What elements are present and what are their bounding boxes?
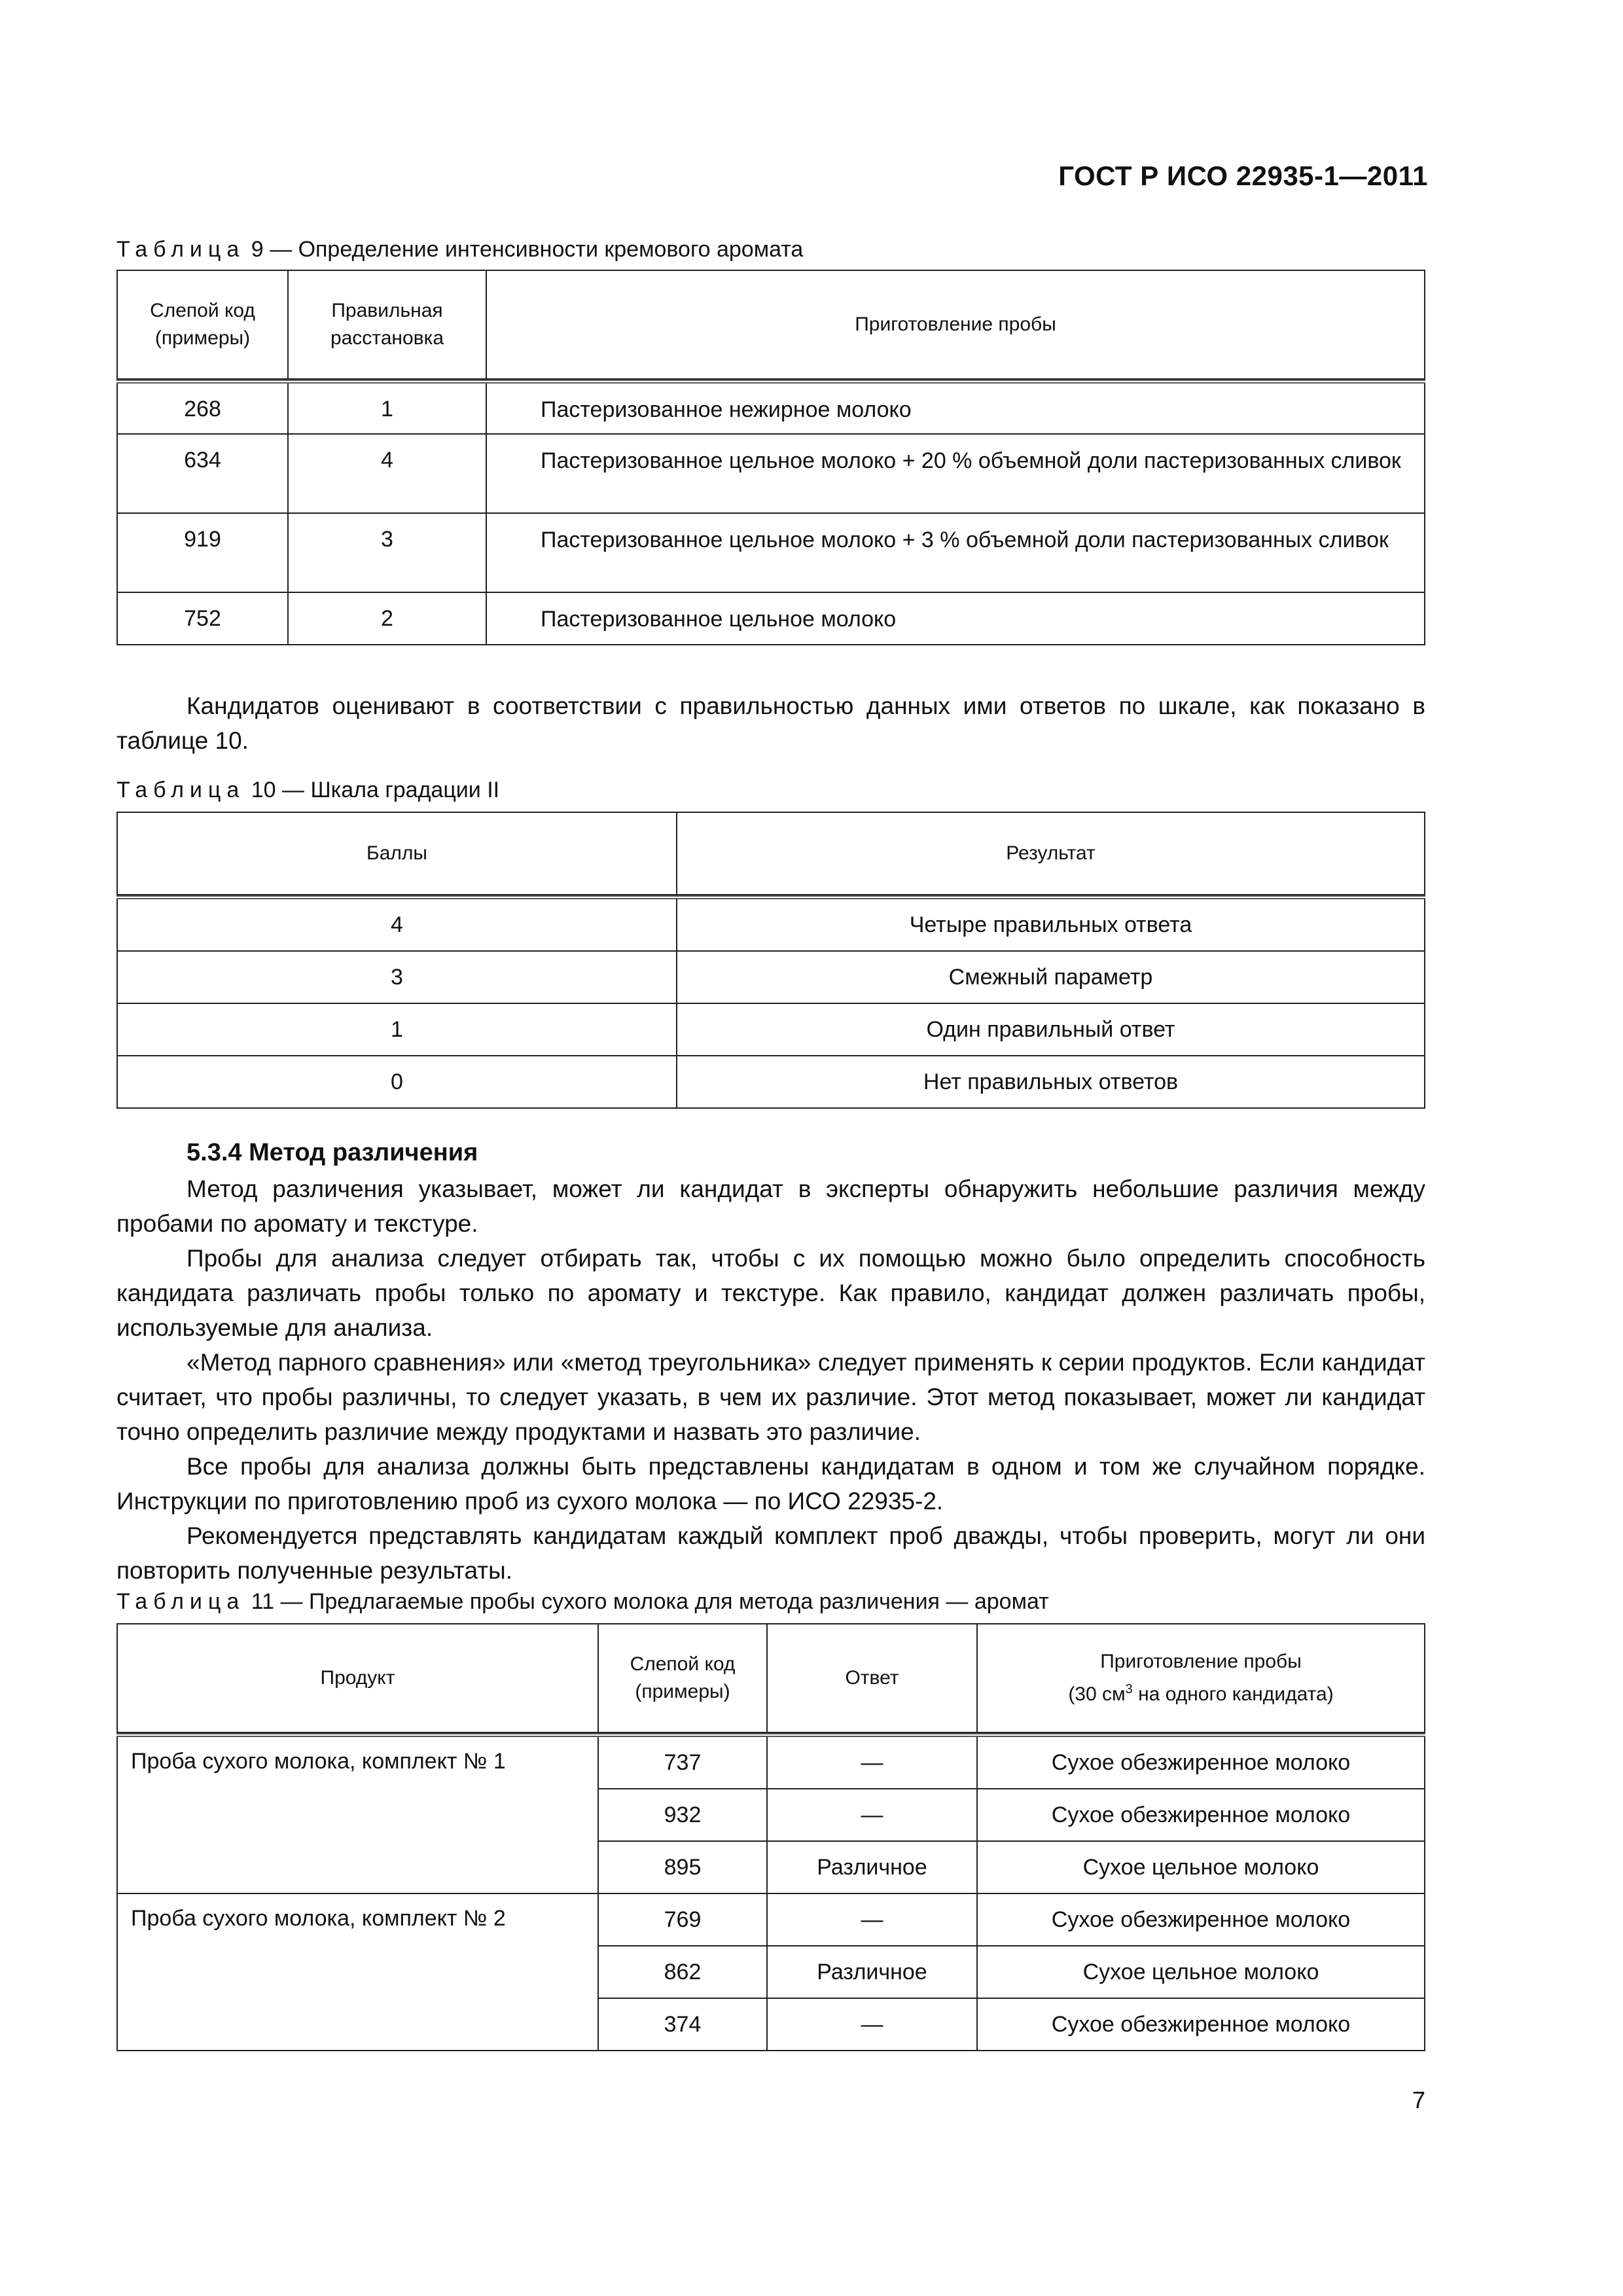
table11-code: 932 [598,1789,767,1841]
table9-order: 4 [288,434,486,513]
table9-header-row [117,270,1425,379]
table-row [117,1735,1425,1789]
table10-caption [116,778,499,803]
section-paragraph: Пробы для анализа следует отбирать так, чтобы с их помощью можно было определить способность кандидата различать пробы только по аромату и текстуре. Как правило, кандидат должен различать пробы, используемые для анализа. [116,1245,1425,1341]
table10-score: 0 [117,1056,677,1108]
paragraph-scoring-text: Кандидатов оценивают в соответствии с правильностью данных ими ответов по шкале, как показано в таблице 10. [116,692,1425,754]
table9-code: 268 [117,382,288,434]
table9-caption-word: Таблица [116,237,245,262]
table11-product: Проба сухого молока, комплект № 1 [117,1735,598,1893]
table10 [116,812,1425,1109]
table9 [116,270,1425,645]
table11-answer: — [767,1893,977,1946]
table11-code: 737 [598,1735,767,1789]
table-row [117,1003,1425,1056]
table11-header-code: Слепой код (примеры) [598,1624,767,1732]
section-paragraph: «Метод парного сравнения» или «метод треугольника» следует применять к серии продуктов. Если кандидат считает, что пробы различны, то следует указать, в чем их различие. Этот метод показывает, может ли кандидат точно определить различие между продуктами и назвать это различие. [116,1349,1425,1445]
table-row [117,434,1425,513]
table11-prep: Сухое обезжиренное молоко [977,1789,1425,1841]
table11-product: Проба сухого молока, комплект № 2 [117,1893,598,2051]
table-row [117,513,1425,592]
table9-caption-text: 9 — Определение интенсивности кремового аромата [251,237,804,262]
table11-prep: Сухое цельное молоко [977,1946,1425,1998]
table10-result: Четыре правильных ответа [677,897,1425,951]
table11-caption [116,1589,1049,1615]
table11-caption-text: 11 — Предлагаемые пробы сухого молока для метода различения — аромат [251,1589,1049,1614]
document-code: ГОСТ Р ИСО 22935-1—2011 [1058,160,1428,191]
table-row [117,951,1425,1003]
table9-code: 752 [117,592,288,645]
table11-answer: Различное [767,1946,977,1998]
table-row [117,1056,1425,1108]
table9-order: 3 [288,513,486,592]
table11-prep: Сухое обезжиренное молоко [977,1998,1425,2051]
table-row [117,1893,1425,1946]
section-body [116,1172,1425,1588]
table10-header-score: Баллы [117,812,677,895]
table9-code: 634 [117,434,288,513]
table9-header-prep: Приготовление пробы [486,270,1425,379]
table11-answer: — [767,1789,977,1841]
table10-caption-word: Таблица [116,778,245,802]
table10-score: 3 [117,951,677,1003]
table11-answer: — [767,1735,977,1789]
section-heading: 5.3.4 Метод различения [187,1139,478,1166]
table10-header-result: Результат [677,812,1425,895]
table11-code: 769 [598,1893,767,1946]
table11-code: 374 [598,1998,767,2051]
table9-order: 2 [288,592,486,645]
table-row [117,897,1425,951]
table11-caption-word: Таблица [116,1589,245,1614]
table9-prep: Пастеризованное цельное молоко [486,592,1425,645]
table11-header-row [117,1624,1425,1732]
table11-header-prep: Приготовление пробы (30 $см^3$ на одного кандидата) [977,1624,1425,1732]
table9-header-code: Слепой код (примеры) [117,270,288,379]
table11-prep: Сухое обезжиренное молоко [977,1893,1425,1946]
table9-prep: Пастеризованное цельное молоко + 20 % объемной доли пастеризованных сливок [486,434,1425,513]
page-number: 7 [1412,2087,1425,2113]
table10-caption-text: 10 — Шкала градации II [251,778,500,802]
section-paragraph: Рекомендуется представлять кандидатам каждый комплект проб дважды, чтобы проверить, могут ли они повторить полученные результаты. [116,1522,1425,1584]
table9-order: 1 [288,382,486,434]
table10-header-row [117,812,1425,895]
table9-prep: Пастеризованное нежирное молоко [486,382,1425,434]
table11-answer: — [767,1998,977,2051]
table9-prep: Пастеризованное цельное молоко + 3 % объемной доли пастеризованных сливок [486,513,1425,592]
table11-answer: Различное [767,1841,977,1893]
table-row [117,592,1425,645]
table11-header-answer: Ответ [767,1624,977,1732]
table11-prep: Сухое обезжиренное молоко [977,1735,1425,1789]
section-paragraph: Метод различения указывает, может ли кандидат в эксперты обнаружить небольшие различия между пробами по аромату и текстуре. [116,1175,1425,1237]
table9-header-order: Правильная расстановка [288,270,486,379]
table-row [117,382,1425,434]
table9-code: 919 [117,513,288,592]
table10-score: 1 [117,1003,677,1056]
table11-code: 862 [598,1946,767,1998]
table10-result: Смежный параметр [677,951,1425,1003]
table11-header-product: Продукт [117,1624,598,1732]
table10-result: Один правильный ответ [677,1003,1425,1056]
paragraph-scoring [116,689,1425,758]
table10-score: 4 [117,897,677,951]
table11-code: 895 [598,1841,767,1893]
table10-result: Нет правильных ответов [677,1056,1425,1108]
table11 [116,1623,1425,2051]
table11-prep: Сухое цельное молоко [977,1841,1425,1893]
section-paragraph: Все пробы для анализа должны быть представлены кандидатам в одном и том же случайном порядке. Инструкции по приготовлению проб из сухого молока — по ИСО 22935-2. [116,1453,1425,1515]
table9-caption [116,237,803,262]
